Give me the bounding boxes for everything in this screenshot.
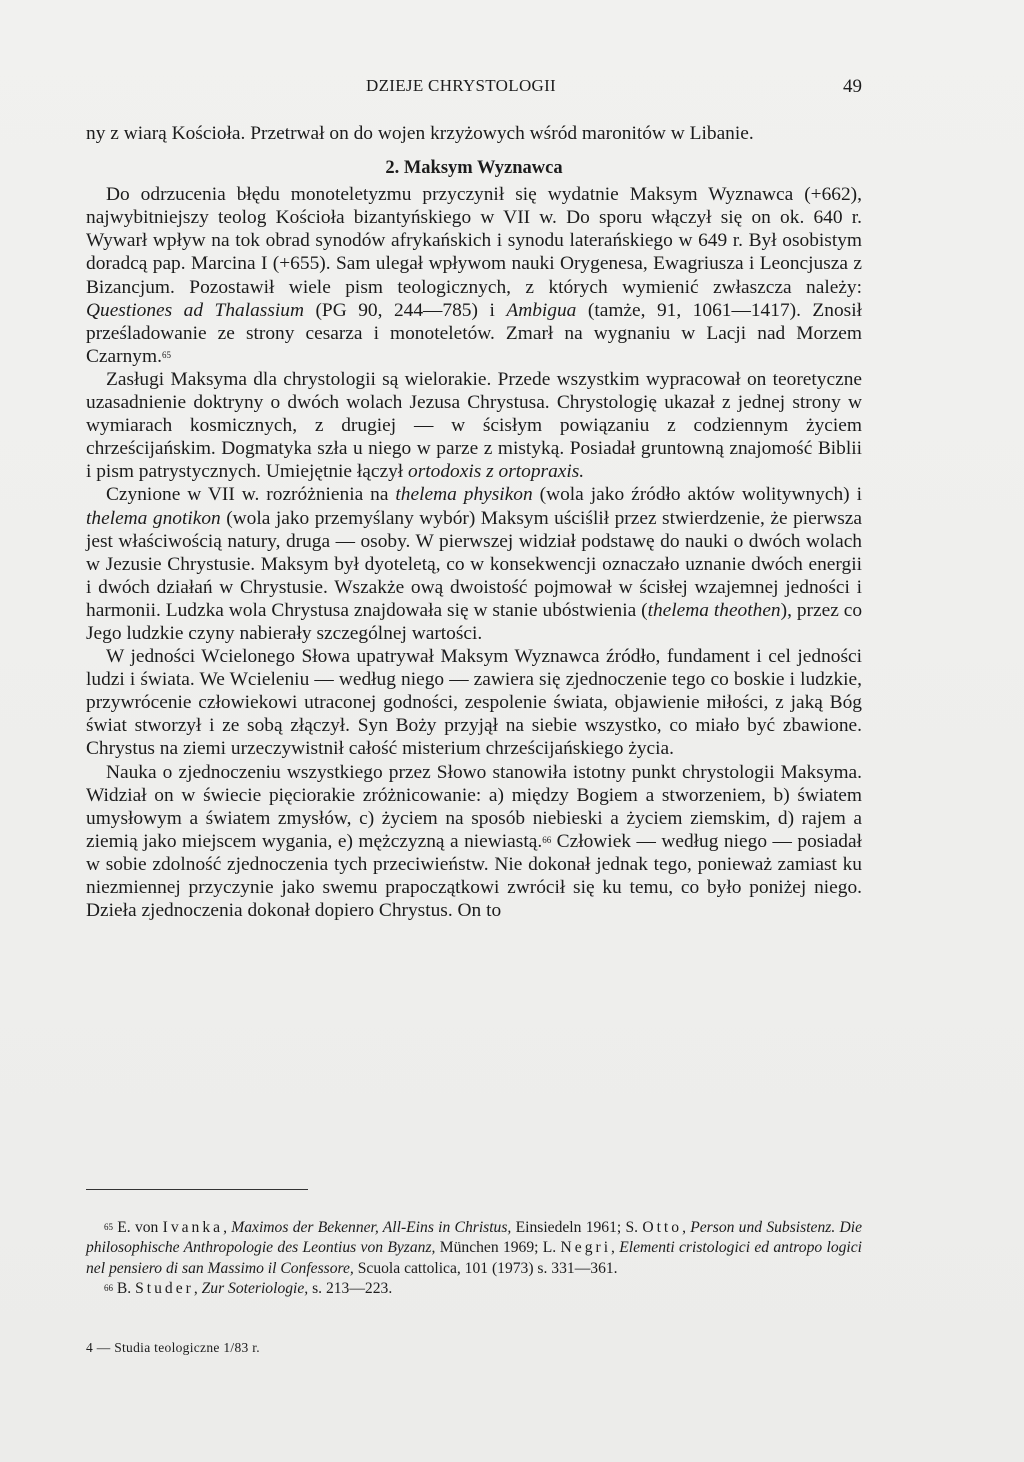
paragraph-4: W jedności Wcielonego Słowa upatrywał Maksym Wyznawca źródło, fundament i cel jedności ludzi i świata. We Wcieleniu — według niego — zawiera się zjednoczenie tego co boskie i ludzkie, przywrócenie człowiekowi utraconej godności, zespolenie świata, objawienie miłości, z jaką Bóg świat stworzył i ze sobą złączył. Syn Boży przyjął na siebie wszystko, co miało być zbawione. Chrystus na ziemi urzeczywistnił całość misterium chrześcijańskiego życia. — [86, 646, 862, 760]
citation-title: Elementi cristologici ed antropo logici nel pensiero di san Massimo il Confessore, — [86, 1239, 863, 1277]
footnote-ref-65[interactable]: 65 — [161, 349, 171, 360]
author-name: Otto — [642, 1219, 683, 1236]
author-name: Studer — [135, 1279, 194, 1297]
paragraph-3: Czynione w VII w. rozróżnienia na thelema physikon (wola jako źródło aktów wolitywnych) i thelema gnotikon (wola jako przemyślany wybór) Maksym uściślił przez stwierdzenie, że pierwsza jest właściwością natury, druga — osoby. W pierwszej widział podstawę do nauki o dwóch wolach w Jezusie Chrystusie. Maksym był dyoteletą, co w konsekwencji oznaczało uznanie dwóch energii i dwóch działań w Chrystusie. Wszakże ową dwoistość pojmował w ścisłej wzajemnej jedności i harmonii. Ludzka wola Chrystusa znajdowała się w stanie ubóstwienia (thelema theothen), przez co Jego ludzkie czyny nabierały szczególnej wartości. — [86, 484, 863, 644]
footnote-number: 65 — [104, 1222, 113, 1232]
footnote-66: $^{66}$ B. Studer, Zur Soteriologie, s. 213—223. — [104, 1279, 393, 1297]
running-head: DZIEJE CHRYSTOLOGII — [366, 76, 557, 95]
citation-title: Person und Subsistenz. Die philosophische Anthropologie des Leontius von Byzanz, — [86, 1219, 863, 1257]
greek-term: thelema physikon — [395, 484, 533, 506]
footnote-ref-66[interactable]: 66 — [542, 834, 552, 845]
section-heading: 2. Maksym Wyznawca — [385, 158, 563, 179]
printer-signature: 4 — Studia teologiczne 1/83 r. — [86, 1340, 260, 1355]
footnote-65: $^{65}$ E. von Ivanka, Maximos der Bekenner, All-Eins in Christus, Einsiedeln 1961; S. Otto, Person und Subsistenz. Die philosophische Anthropologie des Leontius von Byzanz, München 1969; L. Negri, Elementi cristologici ed antropo logici nel pensiero di san Massimo il Confessore, Scuola cattolica, 101 (1973) s. 331—361. — [86, 1219, 863, 1277]
author-name: Ivanka — [162, 1219, 224, 1236]
footnotes — [86, 1218, 862, 1299]
greek-term: thelema theothen — [647, 599, 781, 621]
paragraph-continuation: ny z wiarą Kościoła. Przetrwał on do wojen krzyżowych wśród maronitów w Libanie. — [86, 123, 754, 144]
page-header — [86, 76, 862, 102]
footnote-divider — [86, 1189, 308, 1190]
latin-term: ortodoxis z ortopraxis. — [408, 461, 585, 483]
author-name: Negri — [560, 1239, 612, 1257]
greek-term: thelema gnotikon — [86, 507, 221, 529]
paragraph-2: Zasługi Maksyma dla chrystologii są wielorakie. Przede wszystkim wypracował on teoretyczne uzasadnienie doktryny o dwóch wolach Jezusa Chrystusa. Chrystologię ukazał z jednej strony w wymiarach kosmicznych, z drugiej — w ścisłym powiązaniu z codziennym życiem chrześcijańskim. Dogmatyka szła u niego w parze z mistyką. Posiadał gruntowną znajomość Biblii i pism patrystycznych. Umiejętnie łączył ortodoxis z ortopraxis. — [86, 368, 862, 483]
main-text — [86, 122, 862, 922]
footnote-number: 66 — [104, 1282, 113, 1293]
paragraph-5: Nauka o zjednoczeniu wszystkiego przez Słowo stanowiła istotny punkt chrystologii Maksyma. Widział on w świecie pięciorakie zróżnicowanie: a) między Bogiem a stworzeniem, b) światem umysłowym a światem zmysłów, c) życiem na sposób niebieski a życiem ziemskim, d) rajem a ziemią jako miejscem wygania, e) mężczyzną a niewiastą.$^{66}$ Człowiek — według niego — posiadał w sobie zdolność zjednoczenia tych przeciwieństw. Nie dokonał jednak tego, ponieważ zamiast ku niezmiennej przyczynie jako swemu prapoczątkowi zwrócił się ku temu, co było poniżej niego. Dzieła zjednoczenia dokonał dopiero Chrystus. On to — [86, 761, 862, 922]
page-number: 49 — [843, 76, 862, 97]
work-title: Ambigua — [506, 299, 577, 321]
citation-title: Zur Soteriologie, — [201, 1279, 309, 1297]
paragraph-1: Do odrzucenia błędu monoteletyzmu przyczynił się wydatnie Maksym Wyznawca (+662), najwybitniejszy teolog Kościoła bizantyńskiego w VII w. Do sporu włączył się on ok. 640 r. Wywarł wpływ na tok obrad synodów afrykańskich i synodu laterańskiego w 649 r. Był osobistym doradcą pap. Marcina I (+655). Sam ulegał wpływom nauki Orygenesa, Ewagriusza i Leoncjusza z Bizancjum. Pozostawił wiele pism teologicznych, z których wymienić zwłaszcza należy: Questiones ad Thalassium (PG 90, 244—785) i Ambigua (tamże, 91, 1061—1417). Znosił prześladowanie ze strony cesarza i monoteletów. Zmarł na wygnaniu w Lacji nad Morzem Czarnym.$^{65}$ — [86, 184, 862, 367]
work-title: Questiones ad Thalassium — [86, 299, 304, 321]
citation-title: Maximos der Bekenner, All-Eins in Christus, — [231, 1219, 512, 1236]
